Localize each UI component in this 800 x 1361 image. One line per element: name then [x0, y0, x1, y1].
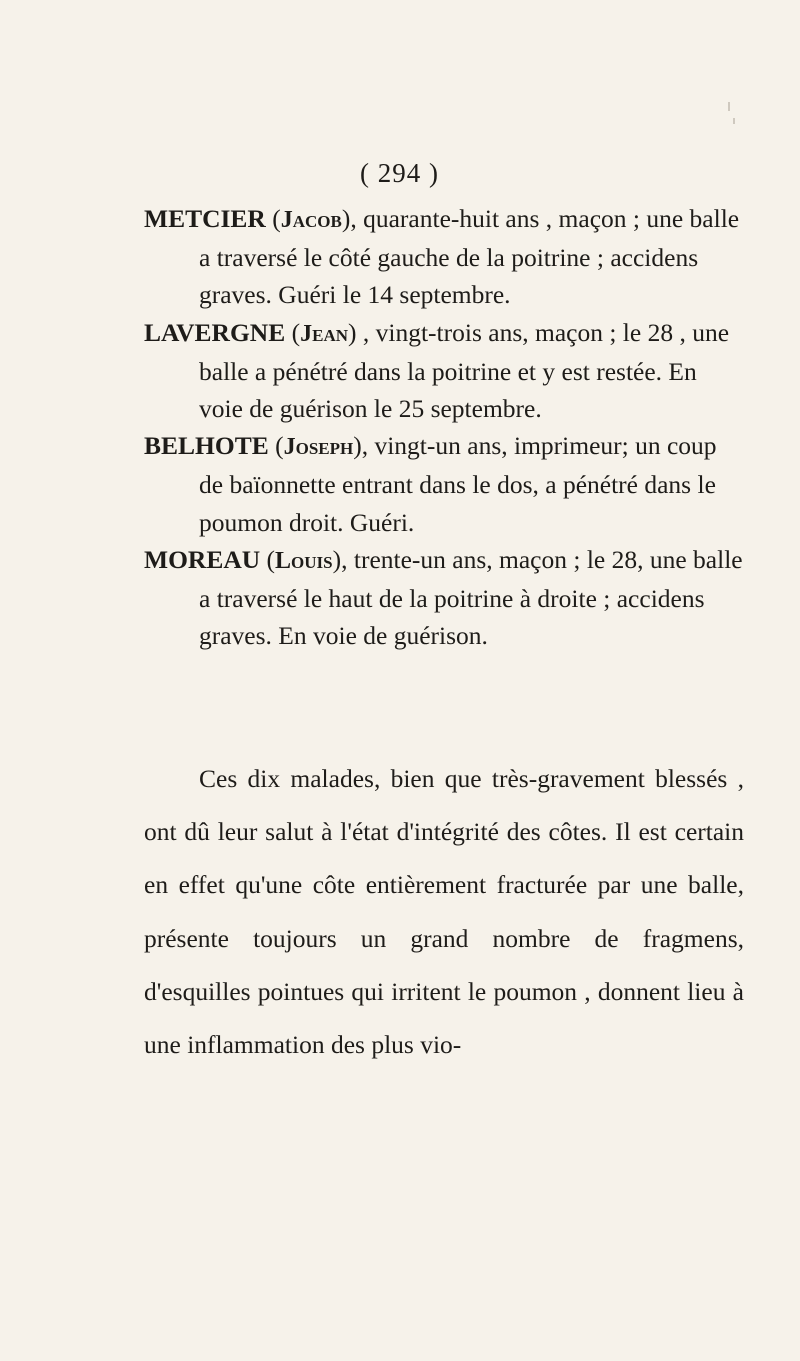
list-item: MOREAU (Louis), trente-un ans, maçon ; le 28, une balle a traversé le haut de la poitrine à droite ; accidens graves. En voie de guérison. [144, 544, 743, 651]
entry-text: , vingt-trois ans, maçon ; le 28 , une balle a pénétré dans la poitrine et y est restée. En voie de guérison le 25 septembre. [199, 317, 730, 424]
entry-surname: MOREAU [144, 544, 261, 574]
entry-surname: LAVERGNE [144, 317, 286, 347]
entry-firstname: Jacob [280, 207, 342, 233]
page-number: ( 294 ) [360, 158, 439, 188]
paper-speck [733, 118, 735, 124]
entry-firstname: Joseph [283, 434, 354, 461]
paper-speck [728, 102, 730, 111]
entry-text: , trente-un ans, maçon ; le 28, une balle a traversé le haut de la poitrine à droite ; accidens graves. En voie de guérison. [199, 544, 743, 651]
entry-firstname: Louis [275, 547, 333, 574]
entry-surname: METCIER [144, 204, 266, 233]
entry-text: , quarante-huit ans , maçon ; une balle a traversé le côté gauche de la poitrine ; accidens graves. Guéri le 14 septembre. [199, 204, 740, 310]
entry-text: , vingt-un ans, imprimeur; un coup de baïonnette entrant dans le dos, a pénétré dans le poumon droit. Guéri. [199, 431, 717, 537]
list-item: LAVERGNE (Jean) , vingt-trois ans, maçon ; le 28 , une balle a pénétré dans la poitrine et y est restée. En voie de guérison le 25 septembre. [144, 317, 730, 424]
casualty-list [144, 200, 744, 654]
entry-firstname: Jean [300, 320, 349, 347]
entry-surname: BELHOTE [144, 431, 269, 461]
body-paragraph: Ces dix malades, bien que très-gravement blessés , ont dû leur salut à l'état d'intégrité des côtes. Il est certain en effet qu'une côte entièrement fracturée par une balle, présente toujours un grand nombre de fragmens, d'esquilles pointues qui irritent le poumon , donnent lieu à une inflammation des plus vio- [144, 764, 744, 1060]
list-item: BELHOTE (Joseph), vingt-un ans, imprimeur; un coup de baïonnette entrant dans le dos, a pénétré dans le poumon droit. Guéri. [144, 431, 717, 537]
list-item: METCIER (Jacob), quarante-huit ans , maçon ; une balle a traversé le côté gauche de la poitrine ; accidens graves. Guéri le 14 septembre. [144, 204, 740, 310]
